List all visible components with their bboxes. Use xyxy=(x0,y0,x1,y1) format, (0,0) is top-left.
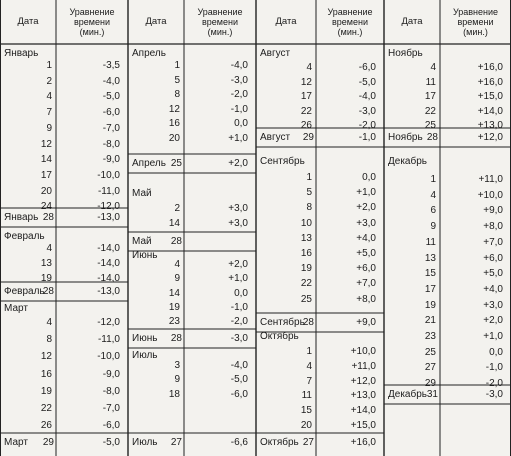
summary-month: Июль xyxy=(132,437,158,448)
value-cell: +12,0 xyxy=(350,375,376,387)
value-cell: -8,0 xyxy=(102,138,120,150)
day-cell: 16 xyxy=(40,368,52,380)
value-cell: +7,0 xyxy=(483,236,503,248)
value-cell: -6,0 xyxy=(358,62,376,73)
value-cell: -4,0 xyxy=(102,75,120,87)
day-cell: 2 xyxy=(174,203,180,214)
value-cell: -5,0 xyxy=(230,374,248,386)
day-cell: 7 xyxy=(46,107,52,119)
value-cell: -11,0 xyxy=(97,334,120,346)
day-cell: 26 xyxy=(40,420,52,432)
day-cell: 1 xyxy=(306,346,312,357)
value-cell: -2,0 xyxy=(485,378,503,390)
value-cell: -12,0 xyxy=(97,317,120,328)
value-cell: +5,0 xyxy=(483,268,503,280)
day-cell: 1 xyxy=(306,172,312,183)
month-label: Январь xyxy=(4,48,39,59)
value-cell: -14,0 xyxy=(97,258,120,270)
value-cell: -2,0 xyxy=(230,316,248,328)
month-label: Февраль xyxy=(4,231,45,242)
day-cell: 17 xyxy=(424,91,436,103)
day-cell: 20 xyxy=(168,133,180,144)
value-cell: +2,0 xyxy=(228,259,248,270)
value-cell: -10,0 xyxy=(97,169,120,181)
value-cell: -12,0 xyxy=(97,201,120,213)
header-equation-col1: Уравнение времени (мин.) xyxy=(69,7,115,37)
summary-value: +2,0 xyxy=(228,158,248,169)
value-cell: -5,0 xyxy=(102,91,120,103)
value-cell: +3,0 xyxy=(356,217,376,229)
summary-value: -3,0 xyxy=(230,333,248,344)
day-cell: 4 xyxy=(46,243,52,254)
value-cell: -1,0 xyxy=(230,301,248,313)
month-label: Октябрь xyxy=(260,331,299,342)
day-cell: 12 xyxy=(40,138,52,150)
day-cell: 11 xyxy=(425,76,436,88)
day-cell: 12 xyxy=(168,103,180,115)
value-cell: +14,0 xyxy=(477,105,503,117)
day-cell: 22 xyxy=(300,278,312,290)
day-cell: 8 xyxy=(306,202,312,214)
header-equation-col4: Уравнение времени (мин.) xyxy=(452,7,499,37)
day-cell: 25 xyxy=(424,346,436,358)
value-cell: +2,0 xyxy=(483,315,503,327)
value-cell: +4,0 xyxy=(356,232,376,244)
day-cell: 1 xyxy=(430,174,436,185)
summary-day: 28 xyxy=(302,317,314,328)
day-cell: 14 xyxy=(168,217,180,229)
value-cell: +7,0 xyxy=(356,278,376,290)
day-cell: 4 xyxy=(306,360,312,372)
day-cell: 11 xyxy=(301,390,312,402)
summary-day: 25 xyxy=(170,158,182,169)
day-cell: 14 xyxy=(40,154,52,166)
day-cell: 16 xyxy=(300,248,312,259)
summary-day: 28 xyxy=(170,333,182,344)
day-cell: 9 xyxy=(430,221,436,233)
month-label: Декабрь xyxy=(388,156,427,167)
summary-month: Апрель xyxy=(132,158,166,169)
value-cell: +8,0 xyxy=(356,293,376,305)
header-equation-col3: Уравнение времени (мин.) xyxy=(327,7,373,37)
value-cell: +14,0 xyxy=(350,405,376,417)
day-cell: 19 xyxy=(300,263,312,275)
value-cell: +2,0 xyxy=(356,202,376,214)
value-cell: 0,0 xyxy=(234,287,248,299)
month-label: Июнь xyxy=(132,250,158,261)
month-label: Август xyxy=(260,48,291,59)
value-cell: +1,0 xyxy=(228,133,248,144)
day-cell: 4 xyxy=(46,317,52,328)
value-cell: -2,0 xyxy=(230,89,248,101)
day-cell: 22 xyxy=(424,105,436,117)
month-label: Ноябрь xyxy=(388,48,423,59)
month-label: Март xyxy=(4,303,28,314)
value-cell: +15,0 xyxy=(477,91,503,103)
value-cell: +4,0 xyxy=(483,283,503,295)
day-cell: 8 xyxy=(174,89,180,101)
value-cell: -3,5 xyxy=(102,60,120,71)
day-cell: 1 xyxy=(174,60,180,71)
day-cell: 2 xyxy=(46,75,52,87)
summary-month: Сентябрь xyxy=(260,317,305,328)
day-cell: 7 xyxy=(306,375,312,387)
summary-day: 31 xyxy=(426,389,438,400)
day-cell: 18 xyxy=(168,388,180,400)
day-cell: 9 xyxy=(46,122,52,134)
summary-value: -6,6 xyxy=(230,437,248,448)
day-cell: 5 xyxy=(174,74,180,86)
value-cell: -3,0 xyxy=(358,105,376,117)
summary-day: 29 xyxy=(302,132,314,143)
day-cell: 4 xyxy=(306,62,312,73)
day-cell: 4 xyxy=(430,189,436,201)
day-cell: 26 xyxy=(300,120,312,131)
day-cell: 13 xyxy=(40,258,52,270)
value-cell: +11,0 xyxy=(351,360,376,372)
value-cell: +3,0 xyxy=(483,299,503,311)
value-cell: -4,0 xyxy=(230,60,248,71)
day-cell: 22 xyxy=(40,403,52,414)
summary-day: 27 xyxy=(170,437,182,448)
day-cell: 21 xyxy=(424,315,436,327)
value-cell: +16,0 xyxy=(477,76,503,88)
day-cell: 3 xyxy=(174,360,180,371)
value-cell: +9,0 xyxy=(483,205,503,217)
value-cell: -8,0 xyxy=(102,385,120,397)
day-cell: 9 xyxy=(174,273,180,285)
month-label: Июль xyxy=(132,350,158,361)
day-cell: 4 xyxy=(430,62,436,73)
day-cell: 19 xyxy=(40,385,52,397)
month-label: Май xyxy=(132,188,152,199)
value-cell: -1,0 xyxy=(230,103,248,115)
summary-day: 28 xyxy=(42,212,54,223)
day-cell: 23 xyxy=(424,331,436,342)
day-cell: 20 xyxy=(40,185,52,197)
value-cell: 0,0 xyxy=(234,118,248,130)
day-cell: 20 xyxy=(300,420,312,431)
day-cell: 14 xyxy=(168,287,180,299)
value-cell: +1,0 xyxy=(356,187,376,199)
summary-month: Январь xyxy=(4,212,39,223)
summary-month: Март xyxy=(4,437,28,448)
value-cell: +10,0 xyxy=(477,189,503,201)
value-cell: -6,0 xyxy=(102,420,120,432)
day-cell: 9 xyxy=(174,374,180,386)
value-cell: -2,0 xyxy=(358,120,376,131)
summary-value: -13,0 xyxy=(97,286,120,297)
summary-value: +12,0 xyxy=(477,132,503,143)
value-cell: +3,0 xyxy=(228,217,248,229)
day-cell: 5 xyxy=(306,187,312,199)
value-cell: +13,0 xyxy=(350,390,376,402)
day-cell: 12 xyxy=(300,76,312,88)
day-cell: 17 xyxy=(40,169,52,181)
day-cell: 10 xyxy=(300,217,312,229)
summary-month: Февраль xyxy=(4,286,45,297)
header-date-col3: Дата xyxy=(275,16,297,27)
day-cell: 19 xyxy=(168,301,180,313)
day-cell: 4 xyxy=(46,91,52,103)
summary-day: 27 xyxy=(302,437,314,448)
day-cell: 27 xyxy=(424,362,436,374)
day-cell: 29 xyxy=(424,378,436,390)
value-cell: -11,0 xyxy=(97,185,120,197)
summary-day: 28 xyxy=(426,132,438,143)
value-cell: -5,0 xyxy=(358,76,376,88)
value-cell: -1,0 xyxy=(485,362,503,374)
day-cell: 16 xyxy=(168,118,180,130)
summary-value: -5,0 xyxy=(102,437,120,448)
value-cell: +6,0 xyxy=(483,252,503,264)
value-cell: -4,0 xyxy=(230,360,248,371)
day-cell: 22 xyxy=(300,105,312,117)
value-cell: -4,0 xyxy=(358,91,376,102)
header-equation-col2: Уравнение времени (мин.) xyxy=(197,7,243,37)
value-cell: +5,0 xyxy=(356,248,376,259)
day-cell: 6 xyxy=(430,205,436,217)
value-cell: -7,0 xyxy=(102,122,120,134)
summary-day: 28 xyxy=(42,286,54,297)
day-cell: 17 xyxy=(424,283,436,295)
day-cell: 23 xyxy=(168,316,180,328)
day-cell: 4 xyxy=(174,259,180,270)
summary-value: -3,0 xyxy=(485,389,503,400)
value-cell: +16,0 xyxy=(477,62,503,73)
month-label: Сентябрь xyxy=(260,156,305,167)
day-cell: 25 xyxy=(424,120,436,132)
summary-day: 28 xyxy=(170,236,182,247)
value-cell: +3,0 xyxy=(228,203,248,214)
value-cell: +8,0 xyxy=(483,221,503,233)
value-cell: 0,0 xyxy=(489,346,503,358)
day-cell: 24 xyxy=(40,201,52,213)
summary-month: Октябрь xyxy=(260,437,299,448)
value-cell: +1,0 xyxy=(228,273,248,285)
value-cell: -14,0 xyxy=(97,243,120,254)
value-cell: +15,0 xyxy=(350,420,376,431)
header-date-col1: Дата xyxy=(17,16,39,27)
day-cell: 12 xyxy=(40,351,52,363)
month-label: Апрель xyxy=(132,48,166,59)
value-cell: -10,0 xyxy=(97,351,120,363)
value-cell: +10,0 xyxy=(350,346,376,357)
value-cell: +1,0 xyxy=(483,331,503,342)
value-cell: -9,0 xyxy=(102,154,120,166)
summary-value: +16,0 xyxy=(350,437,376,448)
day-cell: 19 xyxy=(40,273,52,285)
summary-value: -1,0 xyxy=(358,132,376,143)
summary-month: Июнь xyxy=(132,333,158,344)
header-date-col2: Дата xyxy=(145,16,167,27)
summary-month: Декабрь xyxy=(388,389,427,400)
value-cell: -7,0 xyxy=(102,403,120,414)
day-cell: 25 xyxy=(300,293,312,305)
summary-month: Ноябрь xyxy=(388,132,423,143)
day-cell: 15 xyxy=(424,268,436,280)
value-cell: 0,0 xyxy=(362,172,376,183)
day-cell: 11 xyxy=(425,236,436,248)
value-cell: -9,0 xyxy=(102,368,120,380)
value-cell: +6,0 xyxy=(356,263,376,275)
value-cell: -3,0 xyxy=(230,74,248,86)
value-cell: +11,0 xyxy=(478,174,503,185)
day-cell: 1 xyxy=(46,60,52,71)
summary-month: Май xyxy=(132,236,152,247)
summary-day: 29 xyxy=(42,437,54,448)
value-cell: -6,0 xyxy=(102,107,120,119)
day-cell: 15 xyxy=(300,405,312,417)
day-cell: 8 xyxy=(46,334,52,346)
day-cell: 17 xyxy=(300,91,312,102)
summary-value: +9,0 xyxy=(356,317,376,328)
summary-month: Август xyxy=(260,132,291,143)
value-cell: +13,0 xyxy=(477,120,503,132)
value-cell: -6,0 xyxy=(230,388,248,400)
value-cell: -14,0 xyxy=(97,273,120,285)
day-cell: 19 xyxy=(424,299,436,311)
day-cell: 13 xyxy=(424,252,436,264)
summary-value: -13,0 xyxy=(97,212,120,223)
header-date-col4: Дата xyxy=(401,16,423,27)
day-cell: 13 xyxy=(300,232,312,244)
